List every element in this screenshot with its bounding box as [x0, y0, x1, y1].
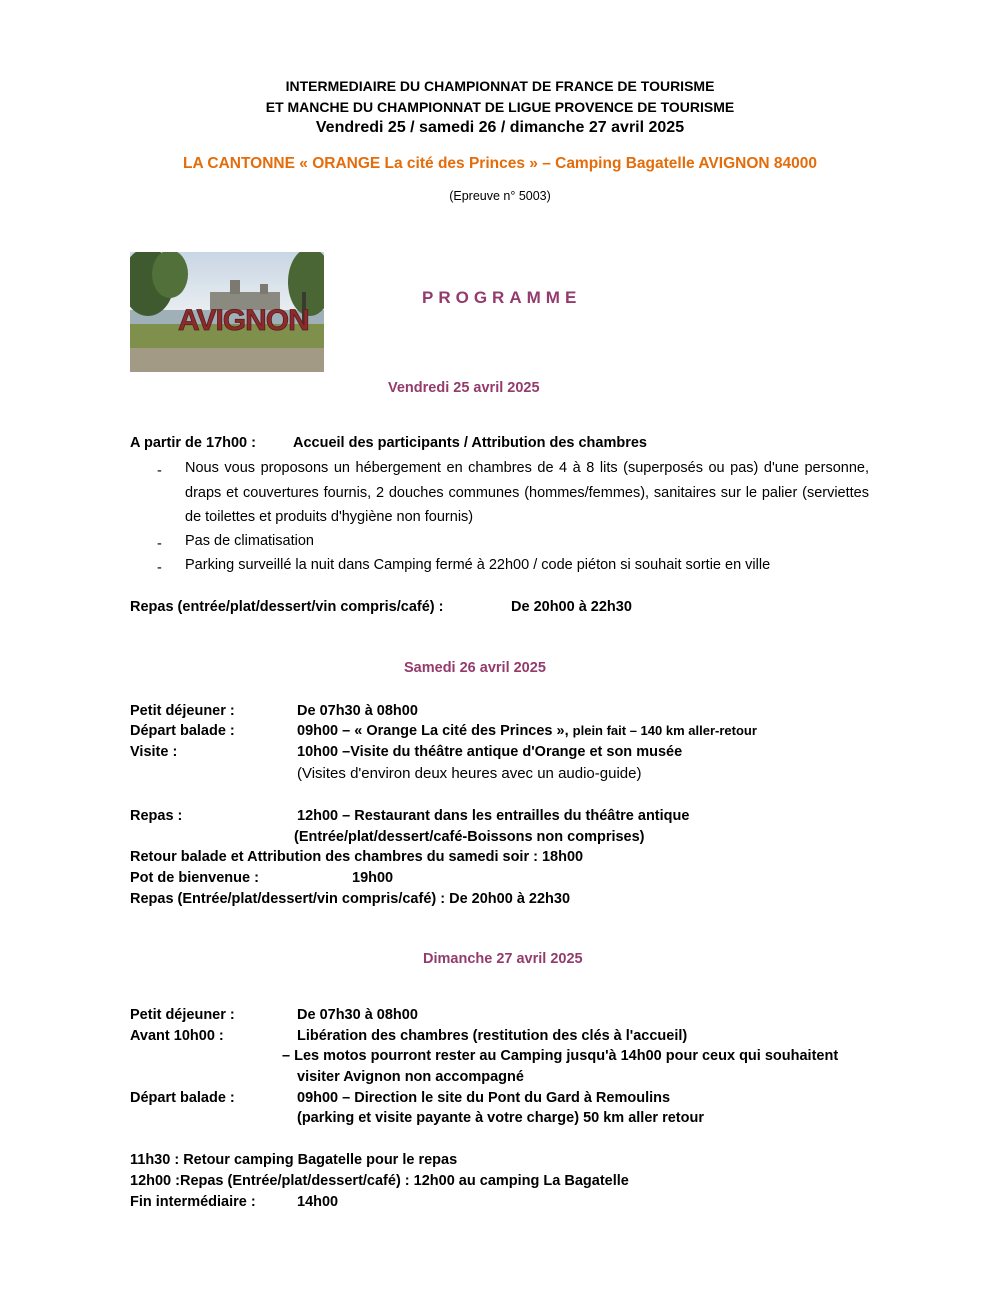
friday-meal-value: De 20h00 à 22h30	[511, 599, 632, 615]
sunday-departure-label: Départ balade :	[130, 1090, 235, 1106]
saturday-visit-note: (Visites d'environ deux heures avec un audio-guide)	[297, 765, 642, 782]
sunday-title: Dimanche 27 avril 2025	[423, 951, 583, 967]
saturday-visit-value: 10h00 –Visite du théâtre antique d'Orange et son musée	[297, 744, 683, 760]
sunday-breakfast-label: Petit déjeuner :	[130, 1007, 235, 1023]
sunday-before-value: Libération des chambres (restitution des clés à l'accueil)	[297, 1028, 688, 1044]
event-title: LA CANTONNE « ORANGE La cité des Princes » – Camping Bagatelle AVIGNON 84000	[183, 155, 817, 172]
saturday-lunch-note: (Entrée/plat/dessert/café-Boissons non comprises)	[294, 829, 645, 845]
friday-bullet-parking: Parking surveillé la nuit dans Camping fermé à 22h00 / code piéton si souhait sortie en ville	[185, 557, 771, 573]
saturday-visit-label: Visite :	[130, 744, 178, 760]
sunday-motos-line-1: – Les motos pourront rester au Camping jusqu'à 14h00 pour ceux qui souhaitent	[282, 1048, 839, 1064]
saturday-departure-label: Départ balade :	[130, 723, 235, 739]
saturday-welcome-label: Pot de bienvenue :	[130, 870, 259, 886]
friday-bullet-accommodation: Nous vous proposons un hébergement en chambres de 4 à 8 lits (superposés ou pas) d'une personne, draps et couvertures fournis, 2 douches communes (hommes/femmes), sanitaires sur le palier (serviettes de toilettes et produits d'hygiène non fournis)	[185, 460, 869, 525]
bullet-dash: -	[157, 463, 162, 479]
saturday-welcome-value: 19h00	[352, 870, 394, 886]
programme-title: PROGRAMME	[422, 288, 582, 307]
saturday-breakfast-label: Petit déjeuner :	[130, 703, 235, 719]
avignon-sign-text: AVIGNON	[178, 304, 309, 337]
sunday-breakfast-value: De 07h30 à 08h00	[297, 1007, 418, 1023]
sunday-motos-line-2: visiter Avignon non accompagné	[297, 1069, 524, 1085]
friday-bullet-climatisation: Pas de climatisation	[185, 533, 314, 549]
saturday-title: Samedi 26 avril 2025	[404, 660, 546, 676]
epreuve-number: (Epreuve n° 5003)	[449, 189, 551, 203]
saturday-breakfast-value: De 07h30 à 08h00	[297, 703, 418, 719]
header-dates: Vendredi 25 / samedi 26 / dimanche 27 avril 2025	[315, 119, 685, 136]
saturday-dinner-line: Repas (Entrée/plat/dessert/vin compris/café) : De 20h00 à 22h30	[130, 891, 571, 907]
header-line-2: ET MANCHE DU CHAMPIONNAT DE LIGUE PROVENCE DE TOURISME	[265, 99, 735, 115]
friday-arrival-label: A partir de 17h00 :	[130, 435, 256, 451]
sunday-before-label: Avant 10h00 :	[130, 1028, 224, 1044]
avignon-photo	[130, 252, 324, 372]
sunday-departure-note: (parking et visite payante à votre charge) 50 km aller retour	[297, 1110, 704, 1126]
sunday-meal-line: 12h00 :Repas (Entrée/plat/dessert/café) : 12h00 au camping La Bagatelle	[130, 1173, 629, 1189]
sunday-end-value: 14h00	[297, 1194, 339, 1210]
saturday-lunch-value: 12h00 – Restaurant dans les entrailles du théâtre antique	[297, 808, 690, 824]
bullet-dash: -	[157, 560, 162, 576]
header-line-1: INTERMEDIAIRE DU CHAMPIONNAT DE FRANCE DE TOURISME	[285, 78, 715, 94]
bullet-dash: -	[157, 536, 162, 552]
friday-meal-label: Repas (entrée/plat/dessert/vin compris/café) :	[130, 599, 444, 615]
saturday-departure-value: 09h00 – « Orange La cité des Princes », plein fait – 140 km aller-retour	[297, 723, 757, 739]
saturday-lunch-label: Repas :	[130, 808, 183, 824]
friday-title: Vendredi 25 avril 2025	[388, 380, 540, 396]
friday-arrival-value: Accueil des participants / Attribution des chambres	[293, 435, 647, 451]
sunday-departure-value: 09h00 – Direction le site du Pont du Gard à Remoulins	[297, 1090, 671, 1106]
saturday-return-line: Retour balade et Attribution des chambres du samedi soir : 18h00	[130, 849, 584, 865]
sunday-end-label: Fin intermédiaire :	[130, 1194, 256, 1210]
sunday-return-line: 11h30 : Retour camping Bagatelle pour le repas	[130, 1152, 458, 1168]
